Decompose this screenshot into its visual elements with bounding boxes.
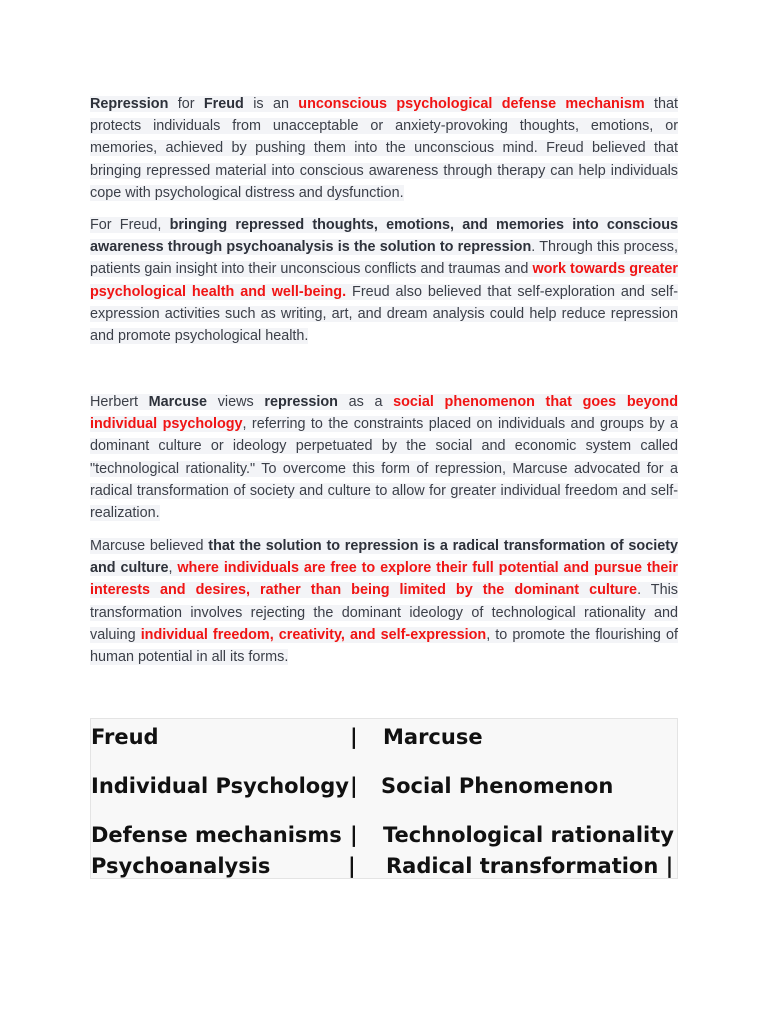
paragraph-freud-repression	[90, 93, 678, 204]
text-run: , referring to the constraints placed on individuals and groups by a dominant culture or ideology perpetuated by the social and economic system called "technological rationality." To overcome this form of repression, Marcuse advocated for a radical transformation of society and culture to allow for greater individual freedom and self-realization.	[90, 416, 678, 522]
text-run: views	[207, 394, 265, 410]
table-cell-separator: |	[348, 854, 356, 878]
bold-phrase: repression	[264, 394, 338, 410]
text-run: Freud also believed that self-exploration and self-expression activities such as writing, art, and dream analysis could help reduce repression and promote psychological health.	[90, 283, 679, 345]
text-run: that protects individuals from unacceptable or anxiety-provoking thoughts, emotions, or memories, achieved by pushing them into the unconscious mind. Freud believed that bringing repressed material into conscious awareness through therapy can help individuals cope with psychological distress and dysfunction.	[90, 96, 678, 201]
bold-phrase: Repression	[90, 96, 169, 112]
table-cell-right: Technological rationality	[383, 823, 674, 847]
table-cell-right: Marcuse	[383, 725, 483, 749]
text-run: For Freud,	[90, 217, 170, 233]
text-run: . This transformation involves rejecting the dominant ideology of technological rationality and valuing	[90, 582, 678, 643]
comparison-table	[90, 718, 678, 879]
table-cell-separator: |	[350, 823, 358, 847]
text-run: Herbert	[90, 394, 149, 410]
paragraph-freud-solution	[90, 214, 678, 347]
bold-phrase: bringing repressed thoughts, emotions, and memories into conscious awareness through psychoanalysis is the solution to repression	[90, 217, 678, 256]
table-cell-left: Freud	[91, 725, 159, 749]
highlighted-phrase: unconscious psychological defense mechanism	[298, 96, 645, 112]
table-cell-left: Psychoanalysis	[91, 854, 271, 878]
bold-phrase: Freud	[203, 96, 244, 112]
paragraph-marcuse-solution	[90, 535, 678, 668]
text-run: for	[168, 96, 204, 112]
table-cell-separator: |	[350, 774, 358, 798]
text-run: is an	[243, 96, 299, 112]
text-run: Marcuse believed	[90, 538, 209, 554]
text-run: , to promote the flourishing of human potential in all its forms.	[90, 626, 678, 666]
table-cell-left: Defense mechanisms	[91, 823, 342, 847]
text-run: . Through this process, patients gain insight into their unconscious conflicts and traumas and	[90, 239, 678, 278]
bold-phrase: that the solution to repression is a radical transformation of society and culture	[90, 538, 678, 577]
highlighted-phrase: work towards greater psychological health and well-being.	[90, 261, 678, 300]
highlighted-phrase: social phenomenon that goes beyond individual psychology	[90, 394, 678, 433]
table-cell-separator: |	[350, 725, 358, 749]
highlighted-phrase: where individuals are free to explore their full potential and pursue their interests and desires, rather than being limited by the dominant culture	[90, 560, 679, 599]
text-run: as a	[337, 394, 394, 410]
table-cell-left: Individual Psychology	[91, 774, 349, 798]
table-cell-right: Social Phenomenon	[381, 774, 614, 798]
bold-phrase: Marcuse	[148, 394, 208, 410]
text-run: ,	[168, 560, 178, 577]
highlighted-phrase: individual freedom, creativity, and self-expression	[140, 626, 487, 643]
paragraph-marcuse-repression	[90, 391, 678, 524]
table-cell-right: Radical transformation |	[386, 854, 674, 878]
